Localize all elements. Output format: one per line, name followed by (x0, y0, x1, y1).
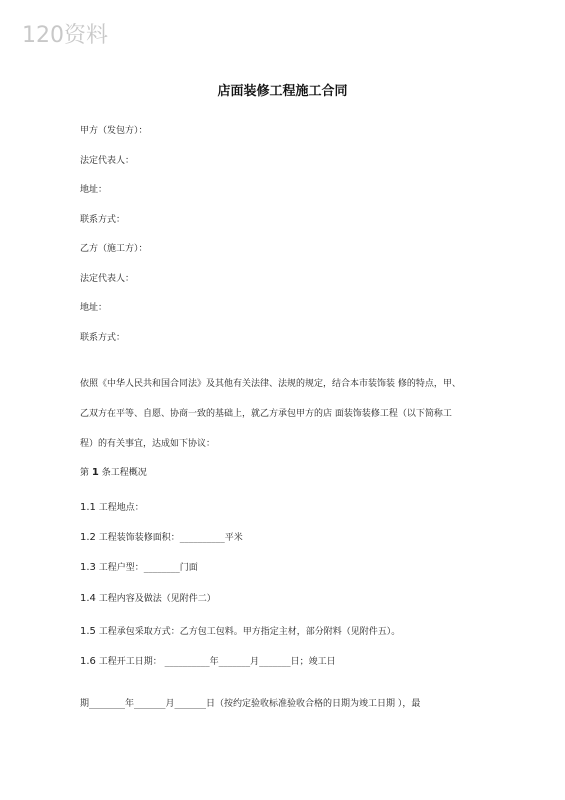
item-number: 1.2 (80, 532, 96, 543)
watermark-logo: 120资料 (22, 23, 108, 48)
item-number: 1.1 (80, 502, 96, 513)
party-b-contact-label: 联系方式： (80, 333, 126, 343)
article-prefix: 第 (80, 468, 90, 478)
item-text: 工程地点： (98, 503, 144, 513)
item-number: 1.3 (80, 562, 96, 573)
item-text: 工程户型：________门面 (98, 563, 198, 573)
item-text: 工程开工日期： __________年_______月_______日；竣工日 (98, 657, 336, 667)
party-a-name-label: 甲方（发包方）： (80, 126, 148, 136)
party-a-address-label: 地址： (80, 185, 108, 195)
item-number: 1.4 (80, 593, 96, 604)
item-text: 工程内容及做法（见附件二） (98, 594, 216, 604)
party-b-rep-label: 法定代表人： (80, 274, 135, 284)
item-text: 工程承包采取方式：乙方包工包料。甲方指定主材，部分附料（见附件五）。 (98, 627, 401, 637)
item-1-1 (80, 502, 144, 514)
item-1-5 (80, 626, 400, 638)
item-1-6 (80, 656, 336, 668)
article-number: 1 (91, 467, 99, 478)
party-a-rep-label: 法定代表人： (80, 156, 135, 166)
intro-line-1: 依照《中华人民共和国合同法》及其他有关法律、法规的规定，结合本市装饰装 修的特点，甲、 (80, 379, 461, 389)
item-1-3 (80, 562, 198, 574)
item-text: 工程装饰装修面积：__________平米 (98, 533, 243, 543)
article-1-heading (80, 467, 147, 479)
party-b-address-label: 地址： (80, 303, 108, 313)
party-a-contact-label: 联系方式： (80, 215, 126, 225)
intro-line-2: 乙双方在平等、自愿、协商一致的基础上，就乙方承包甲方的店 面装饰装修工程（以下简称工 (80, 409, 452, 419)
intro-line-3: 程）的有关事宜，达成如下协议： (80, 439, 216, 449)
document-title: 店面装修工程施工合同 (217, 84, 348, 99)
item-1-2 (80, 532, 243, 544)
item-1-6-continuation: 期________年_______月_______日（按约定验收标准验收合格的日期为竣工日期 ），最 (80, 699, 421, 709)
party-b-name-label: 乙方（施工方）： (80, 244, 148, 254)
item-number: 1.6 (80, 656, 96, 667)
item-1-4 (80, 593, 216, 605)
article-suffix: 条工程概况 (101, 468, 147, 478)
item-number: 1.5 (80, 626, 96, 637)
